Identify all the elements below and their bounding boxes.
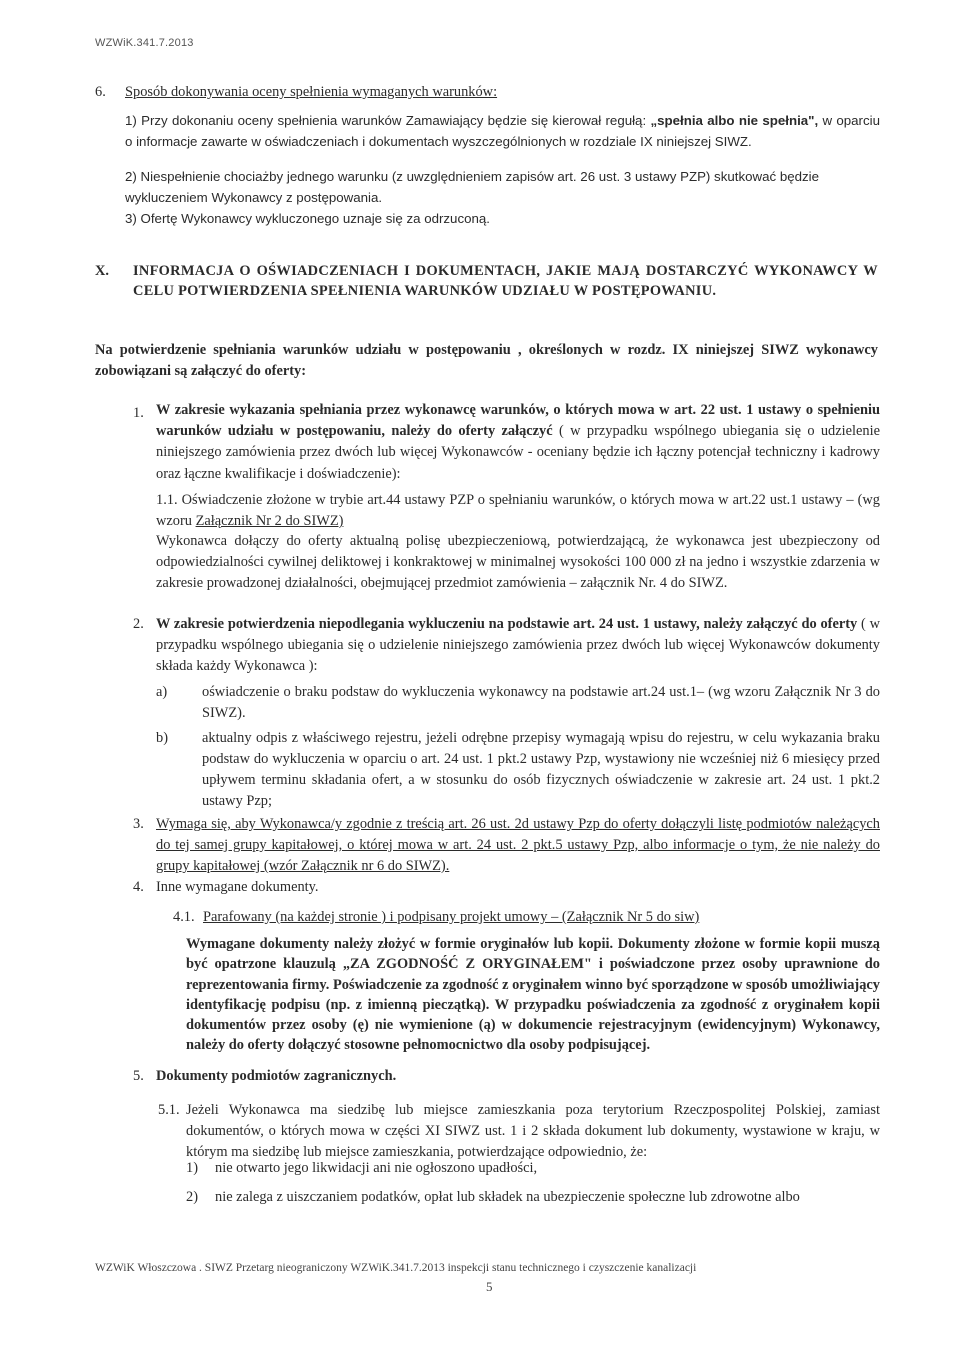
item-2-number: 2.: [133, 616, 144, 632]
item-1-text: W zakresie wykazania spełniania przez wykonawcę warunków, o których mowa w art. 22 ust. 1 ustawy o spełnieniu warunków udziału w postępowaniu, należy do oferty załączyć ( w przypadku wspólnego ubiegania się o udzielenie niniejszego zamówienia przez dwóch lub więcej Wykonawców - oceniany będzie ich łączny potencjał techniczny i kadrowy oraz łączne kwalifikacje i doświadczenie):: [156, 402, 880, 482]
item-1-insurance-paragraph: Wykonawca dołączy do oferty aktualną polisę ubezpieczeniową, potwierdzającą, że wykonawca jest ubezpieczony od odpowiedzialności cywilnej deliktowej i konkraktowej w minimalnej wysokości 100 000 zł na jedno i wszystkie zdarzenia w zakresie prowadzonej działalności, obejmującej przedmiot zamówienia – załącznik Nr. 4 do SIWZ.: [156, 533, 880, 591]
section-6-title: Sposób dokonywania oceny spełnienia wymaganych warunków:: [125, 84, 498, 100]
item-5-text: Dokumenty podmiotów zagranicznych.: [156, 1068, 397, 1084]
section-x-number: X.: [95, 263, 109, 279]
item-5-1-text: Jeżeli Wykonawca ma siedzibę lub miejsce zamieszkania poza terytorium Rzeczpospolitej Polskiej, zamiast dokumentów, o których mowa w części XI SIWZ ust. 1 i 2 składa dokument lub dokumenty, wystawione w kraju, w którym ma siedzibę lub miejsce zamieszkania, potwierdzające odpowiednio, że:: [186, 1102, 880, 1160]
item-5-1-number: 5.1.: [158, 1102, 180, 1118]
item-5-list-1-text: nie otwarto jego likwidacji ani nie ogłoszono upadłości,: [215, 1160, 538, 1176]
item-5-number: 5.: [133, 1068, 144, 1084]
item-2a-text: oświadczenie o braku podstaw do wykluczenia wykonawcy na podstawie art.24 ust.1– (wg wzoru Załącznik Nr 3 do SIWZ).: [202, 684, 880, 721]
item-1-1-text: 1.1. Oświadczenie złożone w trybie art.44 ustawy PZP o spełnianiu warunków, o których mowa w art.22 ust.1 ustawy – (wg wzoru Załącznik Nr 2 do SIWZ): [156, 492, 880, 529]
item-2-text: W zakresie potwierdzenia niepodlegania wykluczeniu na podstawie art. 24 ust. 1 ustawy, należy załączyć do oferty ( w przypadku wspólnego ubiegania się o udzielenie niniejszego zamówienia przez dwóch lub więcej Wykonawców dokumenty składa każdy Wykonawca ):: [156, 616, 880, 674]
item-2b-label: b): [156, 730, 168, 746]
section-6-paragraph-3: 3) Ofertę Wykonawcy wykluczonego uznaje się za odrzuconą.: [125, 211, 490, 226]
item-4-documents-paragraph: Wymagane dokumenty należy złożyć w formie oryginałów lub kopii. Dokumenty złożone w formie kopii muszą być opatrzone klauzulą „ZA ZGODNOŚĆ Z ORYGINAŁEM" i poświadczone przez osoby uprawnione do reprezentowania firmy. Poświadczenie za zgodność z oryginałem winno być sporządzone w sposób umożliwiający identyfikację podpisu (np. z imienną pieczątką). W przypadku poświadczenia za zgodność z oryginałem kopii dokumentów przez osoby (ę) nie wymienione (ą) w dokumencie rejestracyjnym (ewidencyjnym) Wykonawcy, należy do oferty dołączyć stosowne pełnomocnictwo dla osoby podpisującej.: [186, 936, 880, 1054]
item-5-list-1-number: 1): [186, 1160, 198, 1176]
item-2a-label: a): [156, 684, 168, 700]
section-6-number: 6.: [95, 84, 106, 100]
item-4-1-number: 4.1.: [173, 909, 195, 925]
item-3-text: Wymaga się, aby Wykonawca/y zgodnie z treścią art. 26 ust. 2d ustawy Pzp do oferty dołączyli listę podmiotów należących do tej samej grupy kapitałowej, o której mowa w art. 24 ust. 2 pkt.5 ustawy Pzp, albo informacje o tym, że nie należy do grupy kapitałowej (wzór Załącznik nr 6 do SIWZ).: [156, 816, 880, 874]
section-6-paragraph-1: 1) Przy dokonaniu oceny spełnienia warunków Zamawiający będzie się kierował regułą: „spełnia albo nie spełnia", w oparciu o informacje zawarte w oświadczeniach i dokumentach wyszczególnionych w rozdziale IX niniejszej SIWZ.: [125, 113, 880, 149]
page-number: 5: [486, 1279, 493, 1294]
item-4-text: Inne wymagane dokumenty.: [156, 879, 319, 895]
item-5-list-2-number: 2): [186, 1189, 198, 1205]
section-x-title: INFORMACJA O OŚWIADCZENIACH I DOKUMENTACH, JAKIE MAJĄ DOSTARCZYĆ WYKONAWCY W CELU POTWIERDZENIA SPEŁNIENIA WARUNKÓW UDZIAŁU W POSTĘPOWANIU.: [133, 263, 878, 299]
item-1-number: 1.: [133, 405, 144, 421]
item-4-number: 4.: [133, 879, 144, 895]
item-5-list-2-text: nie zalega z uiszczaniem podatków, opłat lub składek na ubezpieczenie społeczne lub zdrowotne albo: [215, 1189, 800, 1205]
item-4-1-text: Parafowany (na każdej stronie ) i podpisany projekt umowy – (Załącznik Nr 5 do siw): [203, 909, 700, 925]
item-2b-text: aktualny odpis z właściwego rejestru, jeżeli odrębne przepisy wymagają wpisu do rejestru, w celu wykazania braku podstaw do wykluczenia w oparciu o art. 24 ust. 1 pkt.2 ustawy Pzp, wystawiony nie wcześniej niż 6 miesięcy przed upływem terminu składania ofert, a w stosunku do osób fizycznych oświadczenie w zakresie art. 24 ust. 1 pkt.2 ustawy Pzp;: [202, 730, 880, 809]
header-reference: WZWiK.341.7.2013: [95, 37, 194, 49]
section-x-intro: Na potwierdzenie spełniania warunków udziału w postępowaniu , określonych w rozdz. IX niniejszej SIWZ wykonawcy zobowiązani są załączyć do oferty:: [95, 342, 878, 379]
section-6-paragraph-2: 2) Niespełnienie chociażby jednego warunku (z uwzględnieniem zapisów art. 26 ust. 3 ustawy PZP) skutkować będzie wykluczeniem Wykonawcy z postępowania.: [125, 169, 820, 205]
footer-text: WZWiK Włoszczowa . SIWZ Przetarg nieograniczony WZWiK.341.7.2013 inspekcji stanu technicznego i czyszczenie kanalizacji: [95, 1262, 697, 1274]
item-3-number: 3.: [133, 816, 144, 832]
